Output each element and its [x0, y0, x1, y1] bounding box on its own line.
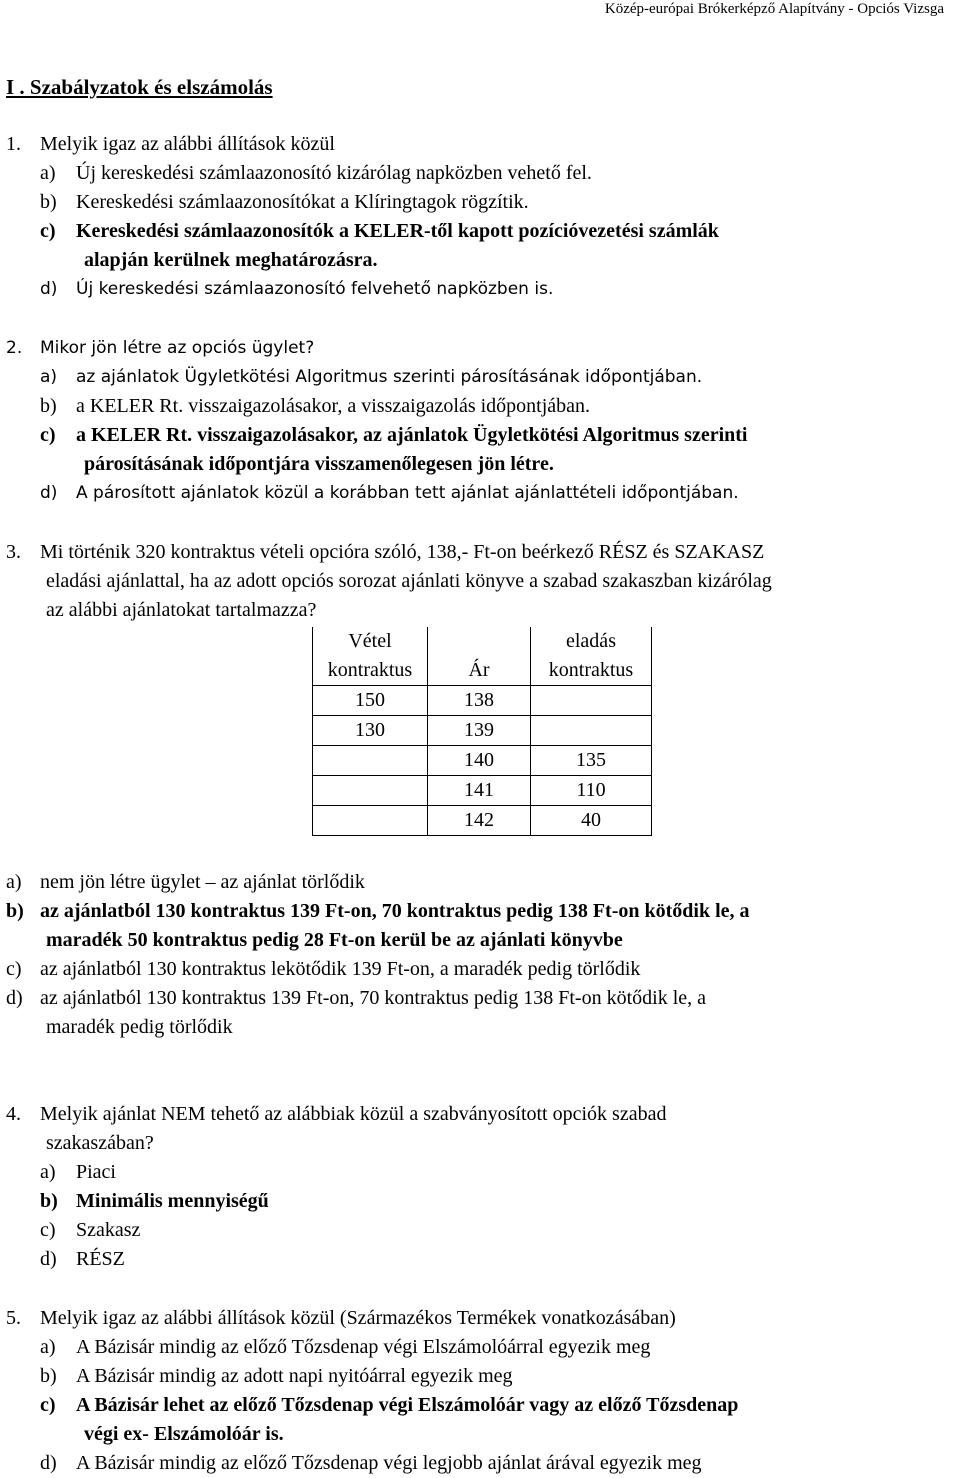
- table-row: [313, 806, 652, 836]
- question-text: 2. Mikor jön létre az opciós ügylet?: [6, 334, 747, 363]
- option-b: b) A Bázisár mindig az adott napi nyitóárral egyezik meg: [40, 1365, 513, 1387]
- table-cell: 110: [531, 776, 652, 806]
- question-number: 5.: [6, 1307, 21, 1329]
- table-header-cell: Ár: [428, 656, 531, 686]
- option-a: a) az ajánlatok Ügyletkötési Algoritmus szerinti párosításának időpontjában.: [40, 367, 703, 387]
- question-2: [6, 334, 747, 508]
- option-d: d) az ajánlatból 130 kontraktus 139 Ft-on, 70 kontraktus pedig 138 Ft-on kötődik le, a: [6, 987, 707, 1009]
- question-5: [6, 1304, 738, 1478]
- table-row: [313, 746, 652, 776]
- question-text-line-2: eladási ajánlattal, ha az adott opciós sorozat ajánlati könyve a szabad szakaszban kizárólag: [46, 570, 772, 592]
- question-number: 2.: [6, 338, 23, 358]
- option-b: b) a KELER Rt. visszaigazolásakor, a visszaigazolás időpontjában.: [40, 395, 591, 417]
- table-cell: 140: [428, 746, 531, 776]
- table-cell: 139: [428, 716, 531, 746]
- table-row: [313, 776, 652, 806]
- question-1: [6, 130, 719, 304]
- option-b-continued: maradék 50 kontraktus pedig 28 Ft-on kerül be az ajánlati könyvbe: [46, 929, 623, 951]
- table-header-cell: kontraktus: [313, 656, 428, 686]
- option-c: c) Szakasz: [40, 1219, 141, 1241]
- table-cell: 150: [313, 686, 428, 716]
- option-d: d) A Bázisár mindig az előző Tőzsdenap végi legjobb ajánlat árával egyezik meg: [40, 1452, 702, 1474]
- option-b: b) az ajánlatból 130 kontraktus 139 Ft-on, 70 kontraktus pedig 138 Ft-on kötődik le, a: [6, 900, 750, 922]
- table-cell: [531, 686, 652, 716]
- table-header-cell: Vétel: [313, 627, 428, 656]
- option-d: d) Új kereskedési számlaazonosító felvehető napközben is.: [40, 279, 554, 299]
- question-text-line-3: az alábbi ajánlatokat tartalmazza?: [46, 599, 317, 621]
- table-cell: [531, 716, 652, 746]
- option-c-continued: alapján kerülnek meghatározásra.: [84, 249, 378, 271]
- table-cell: 130: [313, 716, 428, 746]
- question-3-options: [6, 868, 750, 1042]
- page-header: Közép-európai Brókerképző Alapítvány - Opciós Vizsga: [604, 1, 944, 17]
- table-header-cell: [428, 627, 531, 656]
- order-book-table: [312, 627, 652, 836]
- option-c-continued: végi ex- Elszámolóár is.: [84, 1423, 284, 1445]
- option-b: b) Kereskedési számlaazonosítókat a Klíringtagok rögzítik.: [40, 191, 529, 213]
- section-title: I . Szabályzatok és elszámolás: [6, 75, 273, 99]
- question-number: 4.: [6, 1103, 21, 1125]
- option-c: c) az ajánlatból 130 kontraktus lekötődik 139 Ft-on, a maradék pedig törlődik: [6, 958, 641, 980]
- table-cell: 142: [428, 806, 531, 836]
- question-text: 3. Mi történik 320 kontraktus vételi opcióra szóló, 138,- Ft-on beérkező RÉSZ és SZAKASZ: [6, 538, 772, 567]
- table-header-cell: eladás: [531, 627, 652, 656]
- option-d: d) A párosított ajánlatok közül a korábban tett ajánlat ajánlattételi időpontjában.: [40, 483, 739, 503]
- option-c: c) A Bázisár lehet az előző Tőzsdenap végi Elszámolóár vagy az előző Tőzsdenap: [40, 1394, 739, 1416]
- question-3: [6, 538, 772, 625]
- option-d: d) RÉSZ: [40, 1248, 125, 1270]
- table-cell: 138: [428, 686, 531, 716]
- table-row: [313, 686, 652, 716]
- question-text-line-2: szakaszában?: [46, 1132, 154, 1154]
- question-text: 4. Melyik ajánlat NEM tehető az alábbiak közül a szabványosított opciók szabad: [6, 1100, 666, 1129]
- option-a: a) Piaci: [40, 1161, 116, 1183]
- option-a: a) nem jön létre ügylet – az ajánlat törlődik: [6, 871, 365, 893]
- table-row: [313, 716, 652, 746]
- table-cell: 40: [531, 806, 652, 836]
- option-a: a) Új kereskedési számlaazonosító kizárólag napközben vehető fel.: [40, 162, 592, 184]
- question-number: 1.: [6, 133, 21, 155]
- option-d-continued: maradék pedig törlődik: [46, 1016, 233, 1038]
- option-c: c) Kereskedési számlaazonosítók a KELER-től kapott pozícióvezetési számlák: [40, 220, 719, 242]
- table-cell: [313, 746, 428, 776]
- table-cell: 141: [428, 776, 531, 806]
- option-c-continued: párosításának időpontjára visszamenőlegesen jön létre.: [84, 453, 554, 475]
- option-c: c) a KELER Rt. visszaigazolásakor, az ajánlatok Ügyletkötési Algoritmus szerinti: [40, 424, 748, 446]
- table-cell: [313, 776, 428, 806]
- question-text: 5. Melyik igaz az alábbi állítások közül (Származékos Termékek vonatkozásában): [6, 1304, 738, 1333]
- question-text: 1. Melyik igaz az alábbi állítások közül: [6, 130, 719, 159]
- option-a: a) A Bázisár mindig az előző Tőzsdenap végi Elszámolóárral egyezik meg: [40, 1336, 651, 1358]
- question-number: 3.: [6, 541, 21, 563]
- table-cell: 135: [531, 746, 652, 776]
- table-cell: [313, 806, 428, 836]
- question-4: [6, 1100, 666, 1274]
- option-b: b) Minimális mennyiségű: [40, 1190, 269, 1212]
- table-header-cell: kontraktus: [531, 656, 652, 686]
